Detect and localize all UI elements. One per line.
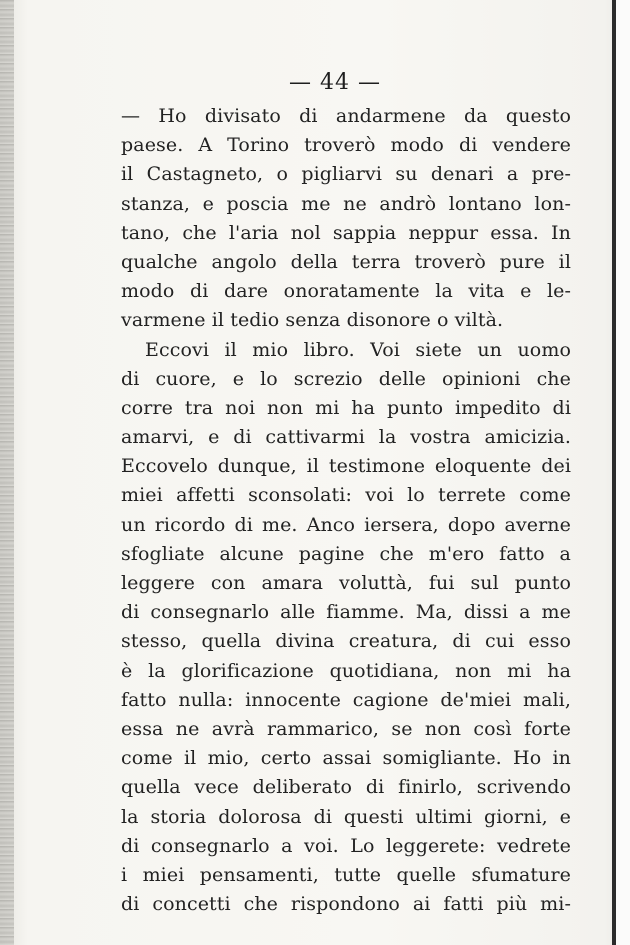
text-line: miei affetti sconsolati: voi lo terrete come [121,484,571,507]
text-line: tano, che l'aria nol sappia neppur essa. In [121,221,571,244]
scan-margin [616,0,630,945]
text-line: stesso, quella divina creatura, di cui esso [121,630,571,653]
text-line: come il mio, certo assai somigliante. Ho in [121,747,571,770]
text-line: è la glorificazione quotidiana, non mi ha [121,659,571,682]
text-line: leggere con amara voluttà, fui sul punto [121,572,571,594]
text-line: di consegnarlo a voi. Lo leggerete: vedrete [121,834,571,857]
text-line: di consegnarlo alle fiamme. Ma, dissi a me [121,601,571,624]
text-line: varmene il tedio senza disonore o viltà. [121,309,504,332]
text-line: fatto nulla: innocente cagione de'miei mali, [121,688,571,711]
text-line: modo di dare onoratamente la vita e le- [121,280,571,303]
text-line: essa ne avrà rammarico, se non così forte [121,717,571,740]
text-line: corre tra noi non mi ha punto impedito di [121,396,571,419]
text-line: Eccovelo dunque, il testimone eloquente dei [121,455,571,478]
text-line: paese. A Torino troverò modo di vendere [121,134,571,157]
text-line: amarvi, e di cattivarmi la vostra amicizia. [121,426,571,449]
text-line: quella vece deliberato di finirlo, scrivendo [121,776,571,799]
body-text [121,102,571,919]
text-line: — Ho divisato di andarmene da questo [121,105,571,127]
text-line: un ricordo di me. Anco iersera, dopo averne [121,513,571,536]
text-line: i miei pensamenti, tutte quelle sfumature [121,863,571,886]
text-line: Eccovi il mio libro. Voi siete un uomo [145,338,571,361]
text-line: di concetti che rispondono ai fatti più mi- [121,893,571,916]
text-line: stanza, e poscia me ne andrò lontano lon- [121,192,571,215]
text-line: qualche angolo della terra troverò pure il [121,250,571,273]
binding-edge [0,0,14,945]
text-line: il Castagneto, o pigliarvi su denari a pre- [121,163,571,186]
text-line: sfogliate alcune pagine che m'ero fatto a [121,542,571,565]
text-line: la storia dolorosa di questi ultimi giorni, e [121,805,571,828]
page-number: — 44 — [289,70,381,95]
text-line: di cuore, e lo screzio delle opinioni che [121,367,571,390]
